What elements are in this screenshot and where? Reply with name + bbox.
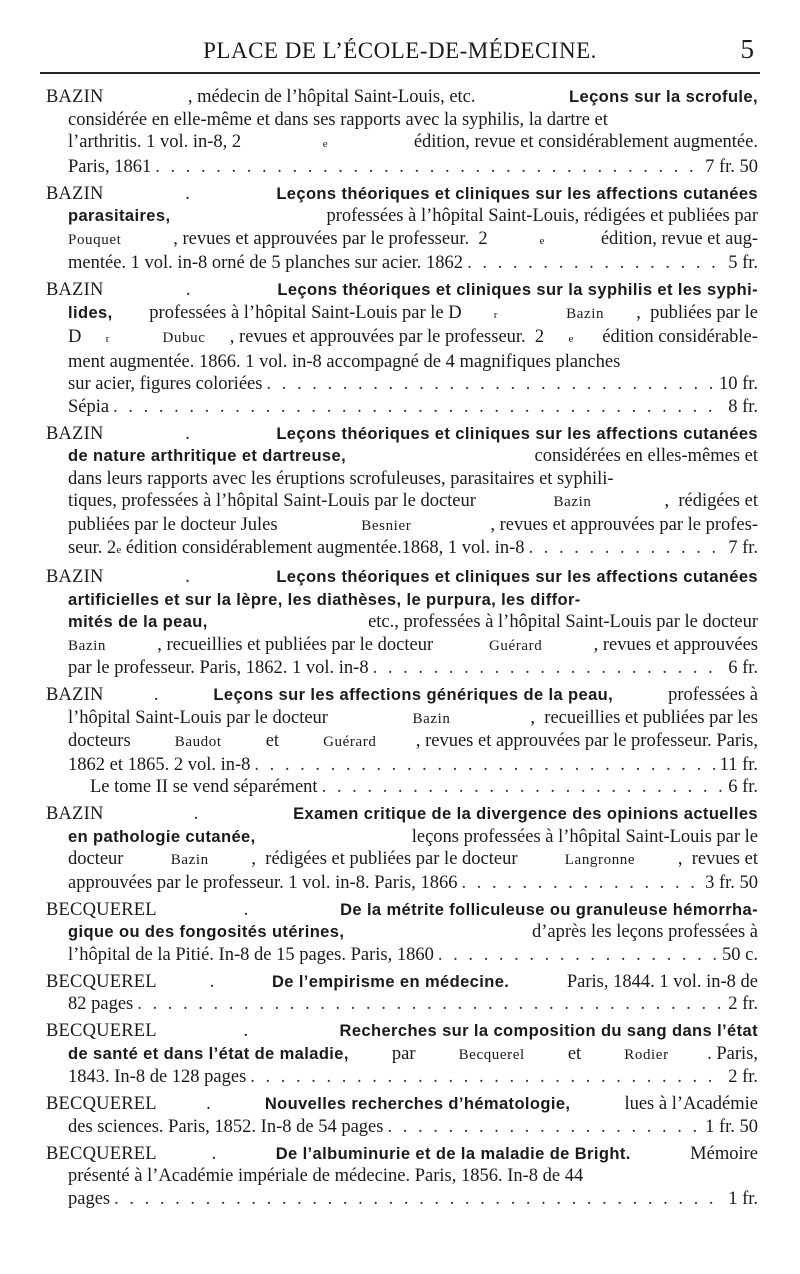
entry-line bbox=[46, 921, 758, 944]
entry-text: des sciences. Paris, 1852. In-8 de 54 pages bbox=[68, 1116, 384, 1137]
price: 3 fr. 50 bbox=[705, 872, 758, 893]
price: 1 fr. 50 bbox=[705, 1116, 758, 1137]
person-name: Bazin bbox=[170, 852, 209, 868]
person-name: Guérard bbox=[323, 734, 377, 750]
dot-leader bbox=[461, 872, 701, 895]
entry-line bbox=[46, 326, 758, 351]
entry-text: tiques, professées à l’hôpital Saint-Louis par le docteur bbox=[68, 491, 481, 511]
entry-text: 1843. In-8 de 128 pages bbox=[68, 1067, 247, 1087]
work-title: Leçons théoriques et cliniques sur les affections cutanées bbox=[276, 184, 758, 203]
dot-leader bbox=[113, 396, 724, 419]
entry-text: leçons professées à l’hôpital Saint-Louis par le bbox=[407, 826, 758, 847]
entry-text: 82 pages bbox=[68, 994, 134, 1014]
entry-line bbox=[46, 351, 758, 374]
entry-text: 1862 et 1865. 2 vol. in-8 bbox=[68, 754, 251, 775]
entry-line bbox=[46, 1143, 758, 1166]
superscript: e bbox=[539, 234, 545, 247]
price: 2 fr. bbox=[728, 1067, 758, 1087]
price: 5 fr. bbox=[728, 253, 758, 273]
entry-line bbox=[46, 86, 758, 109]
entry-line bbox=[46, 1066, 758, 1089]
entry-line bbox=[46, 971, 758, 994]
entry-line bbox=[46, 279, 758, 302]
person-name: Rodier bbox=[624, 1046, 669, 1063]
entry-text: sur acier, figures coloriées bbox=[68, 374, 263, 394]
entry-text: ment augmentée. 1866. 1 vol. in-8 accompagné de 4 magnifiques planches bbox=[68, 351, 621, 372]
author-name: BAZIN bbox=[46, 280, 104, 300]
entry-line bbox=[46, 537, 758, 562]
entry-text: par bbox=[387, 1043, 421, 1064]
entry-text: , revues et approuvées par le profes- bbox=[490, 514, 758, 535]
entry-line bbox=[46, 611, 758, 634]
catalog-entry bbox=[46, 423, 758, 562]
work-title: Leçons sur les affections génériques de la peau, bbox=[213, 686, 614, 704]
entry-text: , recueillies et publiées par le docteur bbox=[157, 634, 438, 655]
entry-line bbox=[46, 754, 758, 777]
entry-text: édition, revue et considérablement augmentée. bbox=[409, 132, 758, 152]
catalog-entry bbox=[46, 183, 758, 275]
entry-text: présenté à l’Académie impériale de médecine. Paris, 1856. In-8 de 44 bbox=[68, 1166, 584, 1186]
entry-text: d’après les leçons professées à bbox=[527, 922, 758, 942]
entry-line bbox=[46, 657, 758, 680]
person-name: Langronne bbox=[564, 852, 636, 868]
price: 8 fr. bbox=[728, 396, 758, 417]
entry-text: . bbox=[185, 183, 195, 204]
catalog-entry bbox=[46, 899, 758, 967]
entry-text: , rédigées et publiées par le docteur bbox=[251, 849, 523, 869]
work-title: artificielles et sur la lèpre, les diathèses, le purpura, les diffor- bbox=[68, 590, 581, 609]
entry-text: publiées par le docteur Jules bbox=[68, 514, 283, 535]
superscript: r bbox=[105, 333, 110, 345]
catalog-entry bbox=[46, 1143, 758, 1211]
entry-text: dans leurs rapports avec les éruptions scrofuleuses, parasitaires et syphili- bbox=[68, 468, 614, 489]
entry-line bbox=[46, 634, 758, 658]
dot-leader bbox=[114, 1188, 724, 1211]
entry-text: . bbox=[243, 899, 254, 920]
entry-line bbox=[46, 684, 758, 707]
page-header bbox=[44, 30, 756, 70]
entry-line bbox=[46, 707, 758, 731]
entry-text: Le tome II se vend séparément bbox=[90, 777, 318, 797]
entry-text bbox=[134, 326, 139, 349]
person-name: Bazin bbox=[566, 305, 605, 322]
entry-line bbox=[46, 803, 758, 826]
header-rule bbox=[40, 72, 760, 74]
entry-text: approuvées par le professeur. 1 vol. in-8. Paris, 1866 bbox=[68, 872, 458, 893]
entry-text: . bbox=[211, 1143, 221, 1164]
author-name: BAZIN bbox=[46, 87, 104, 107]
person-name: Dubuc bbox=[162, 330, 206, 346]
entry-text: . bbox=[185, 280, 196, 300]
entry-text: Mémoire bbox=[685, 1143, 758, 1164]
person-name: Besnier bbox=[361, 517, 412, 534]
entry-line bbox=[46, 252, 758, 275]
entry-text: , revues et bbox=[677, 849, 758, 869]
entry-line bbox=[46, 156, 758, 179]
entry-text: considérée en elle-même et dans ses rapports avec la syphilis, la dartre et bbox=[68, 109, 608, 130]
entry-text: édition, revue et aug- bbox=[596, 228, 758, 249]
work-title: Leçons sur la scrofule, bbox=[569, 88, 758, 106]
price: 10 fr. bbox=[718, 374, 758, 394]
dot-leader bbox=[137, 993, 724, 1016]
entry-text: . bbox=[153, 685, 164, 705]
dot-leader bbox=[467, 252, 724, 275]
person-name: Bazin bbox=[412, 710, 451, 727]
superscript: e bbox=[322, 138, 328, 150]
entry-line bbox=[46, 228, 758, 253]
entry-text: par le professeur. Paris, 1862. 1 vol. in-8 bbox=[68, 658, 369, 678]
catalog-entry bbox=[46, 1020, 758, 1089]
person-name: Baudot bbox=[174, 734, 222, 750]
dot-leader bbox=[387, 1116, 701, 1139]
page-number: 5 bbox=[740, 34, 754, 64]
work-title: De l’albuminurie et de la maladie de Bright. bbox=[275, 1144, 631, 1163]
entry-text: édition considérable- bbox=[597, 327, 758, 347]
entry-line bbox=[46, 445, 758, 468]
entry-line bbox=[46, 1093, 758, 1116]
catalog-entry bbox=[46, 86, 758, 178]
work-title: Leçons théoriques et cliniques sur la syphilis et les syphi- bbox=[277, 281, 758, 299]
entry-line bbox=[46, 848, 758, 872]
work-title: gique ou des fongosités utérines, bbox=[68, 923, 345, 941]
entry-text: édition considérablement augmentée.1868, 1 vol. in-8 bbox=[121, 538, 525, 558]
running-title: PLACE DE L’ÉCOLE-DE-MÉDECINE. bbox=[203, 38, 597, 63]
entry-line bbox=[46, 776, 758, 799]
person-name: Becquerel bbox=[458, 1046, 525, 1063]
catalog-entry bbox=[46, 971, 758, 1016]
entry-line bbox=[46, 468, 758, 491]
dot-leader bbox=[155, 156, 701, 179]
work-title: De la métrite folliculeuse ou granuleuse hémorrha- bbox=[340, 900, 758, 919]
work-title: Leçons théoriques et cliniques sur les affections cutanées bbox=[276, 568, 758, 586]
entry-text: lues à l’Académie bbox=[619, 1094, 758, 1114]
price: 2 fr. bbox=[728, 994, 758, 1014]
catalog-entry bbox=[46, 684, 758, 799]
author-name: BECQUEREL bbox=[46, 1021, 157, 1041]
person-name: Bazin bbox=[553, 494, 592, 510]
author-name: BAZIN bbox=[46, 804, 104, 824]
person-name: Pouquet bbox=[68, 231, 122, 248]
price: 7 fr. bbox=[728, 538, 758, 558]
entry-text: , revues et approuvées par le professeur. Paris, bbox=[415, 731, 758, 751]
work-title: de santé et dans l’état de maladie, bbox=[68, 1044, 349, 1063]
work-title: lides, bbox=[68, 303, 113, 322]
entry-line bbox=[46, 730, 758, 754]
entry-line bbox=[46, 396, 758, 419]
dot-leader bbox=[254, 754, 715, 777]
dot-leader bbox=[322, 776, 725, 799]
entry-text: docteur bbox=[68, 849, 129, 869]
catalog-entry bbox=[46, 803, 758, 894]
entry-text: , recueillies et publiées par les bbox=[530, 707, 758, 728]
entry-text: . bbox=[209, 971, 219, 992]
entry-text: , médecin de l’hôpital Saint-Louis, etc. bbox=[187, 87, 485, 107]
entry-text: D bbox=[68, 327, 82, 347]
entry-text: . bbox=[193, 804, 203, 824]
author-name: BECQUEREL bbox=[46, 899, 157, 920]
author-name: BAZIN bbox=[46, 183, 104, 204]
entry-text: considérées en elles-mêmes et bbox=[529, 446, 758, 466]
entry-text: . bbox=[185, 567, 195, 587]
entry-text: pages bbox=[68, 1188, 111, 1209]
entry-text: , revues et approuvées bbox=[593, 634, 758, 655]
author-name: BAZIN bbox=[46, 567, 104, 587]
catalog-entry bbox=[46, 279, 758, 418]
entry-text: Paris, 1861 bbox=[68, 156, 152, 177]
entry-text: professées à bbox=[663, 685, 758, 705]
entry-line bbox=[46, 131, 758, 156]
work-title: parasitaires, bbox=[68, 207, 171, 225]
person-name: Bazin bbox=[68, 637, 106, 654]
entry-text: l’hôpital de la Pitié. In-8 de 15 pages. Paris, 1860 bbox=[68, 944, 434, 965]
entry-text: professées à l’hôpital Saint-Louis par le D bbox=[144, 302, 462, 323]
entry-line bbox=[46, 826, 758, 849]
catalog-entry bbox=[46, 1093, 758, 1138]
work-title: en pathologie cutanée, bbox=[68, 827, 256, 846]
price: 50 c. bbox=[722, 944, 758, 965]
entry-text: l’arthritis. 1 vol. in-8, 2 bbox=[68, 132, 242, 152]
entry-text: Sépia bbox=[68, 396, 110, 417]
work-title: de nature arthritique et dartreuse, bbox=[68, 447, 347, 465]
author-name: BAZIN bbox=[46, 685, 104, 705]
entry-line bbox=[46, 514, 758, 538]
entry-text: Paris, 1844. 1 vol. in-8 de bbox=[562, 971, 758, 992]
entry-text: . bbox=[185, 423, 195, 444]
entry-text: . bbox=[206, 1094, 216, 1114]
dot-leader bbox=[438, 944, 718, 967]
price: 7 fr. 50 bbox=[705, 156, 758, 177]
superscript: e bbox=[116, 544, 122, 556]
entry-line bbox=[46, 589, 758, 612]
entry-text: . Paris, bbox=[707, 1043, 758, 1064]
author-name: BAZIN bbox=[46, 423, 104, 444]
entry-text: l’hôpital Saint-Louis par le docteur bbox=[68, 707, 333, 728]
entry-text: et bbox=[563, 1043, 586, 1064]
price: 6 fr. bbox=[728, 658, 758, 678]
entry-text: seur. 2 bbox=[68, 538, 117, 558]
entry-text: mentée. 1 vol. in-8 orné de 5 planches sur acier. 1862 bbox=[68, 253, 464, 273]
entry-line bbox=[46, 423, 758, 446]
entry-line bbox=[46, 993, 758, 1016]
dot-leader bbox=[266, 373, 714, 396]
entry-text: et bbox=[261, 731, 284, 751]
price: 11 fr. bbox=[719, 754, 758, 775]
person-name: Guérard bbox=[489, 637, 543, 654]
dot-leader bbox=[250, 1066, 724, 1089]
entry-line bbox=[46, 490, 758, 514]
dot-leader bbox=[529, 537, 725, 560]
dot-leader bbox=[373, 657, 725, 680]
entry-line bbox=[46, 1043, 758, 1067]
work-title: Nouvelles recherches d’hématologie, bbox=[264, 1095, 571, 1113]
entry-text: , publiées par le bbox=[636, 302, 758, 323]
entry-line bbox=[46, 1188, 758, 1211]
entry-text: . bbox=[243, 1021, 253, 1041]
entry-line bbox=[46, 302, 758, 327]
author-name: BECQUEREL bbox=[46, 1094, 157, 1114]
entry-text bbox=[529, 302, 534, 325]
entry-text: docteurs bbox=[68, 731, 136, 751]
work-title: Examen critique de la divergence des opinions actuelles bbox=[293, 805, 758, 823]
entry-line bbox=[46, 109, 758, 132]
entry-line bbox=[46, 205, 758, 228]
catalog-entry bbox=[46, 566, 758, 680]
entry-line bbox=[46, 373, 758, 396]
entry-line bbox=[46, 1020, 758, 1043]
entry-text: , revues et approuvées par le professeur. 2 bbox=[229, 327, 545, 347]
entry-line bbox=[46, 872, 758, 895]
author-name: BECQUEREL bbox=[46, 971, 157, 992]
entry-text: , revues et approuvées par le professeur. 2 bbox=[173, 228, 488, 249]
work-title: Leçons théoriques et cliniques sur les affections cutanées bbox=[276, 424, 758, 443]
author-name: BECQUEREL bbox=[46, 1143, 157, 1164]
work-title: Recherches sur la composition du sang dans l’état bbox=[339, 1022, 758, 1040]
price: 1 fr. bbox=[728, 1188, 758, 1209]
entry-line bbox=[46, 183, 758, 206]
work-title: De l’empirisme en médecine. bbox=[271, 972, 510, 991]
superscript: r bbox=[493, 308, 498, 321]
entry-text: etc., professées à l’hôpital Saint-Louis par le docteur bbox=[363, 612, 758, 632]
entry-line bbox=[46, 1165, 758, 1188]
entry-line bbox=[46, 899, 758, 922]
work-title: mités de la peau, bbox=[68, 613, 208, 631]
catalog-entries bbox=[46, 86, 758, 1215]
entry-line bbox=[46, 944, 758, 967]
entry-text: professées à l’hôpital Saint-Louis, rédigées et publiées par bbox=[321, 206, 758, 226]
entry-line bbox=[46, 566, 758, 589]
superscript: e bbox=[568, 333, 574, 345]
entry-text: , rédigées et bbox=[664, 491, 758, 511]
entry-line bbox=[46, 1116, 758, 1139]
price: 6 fr. bbox=[728, 777, 758, 797]
